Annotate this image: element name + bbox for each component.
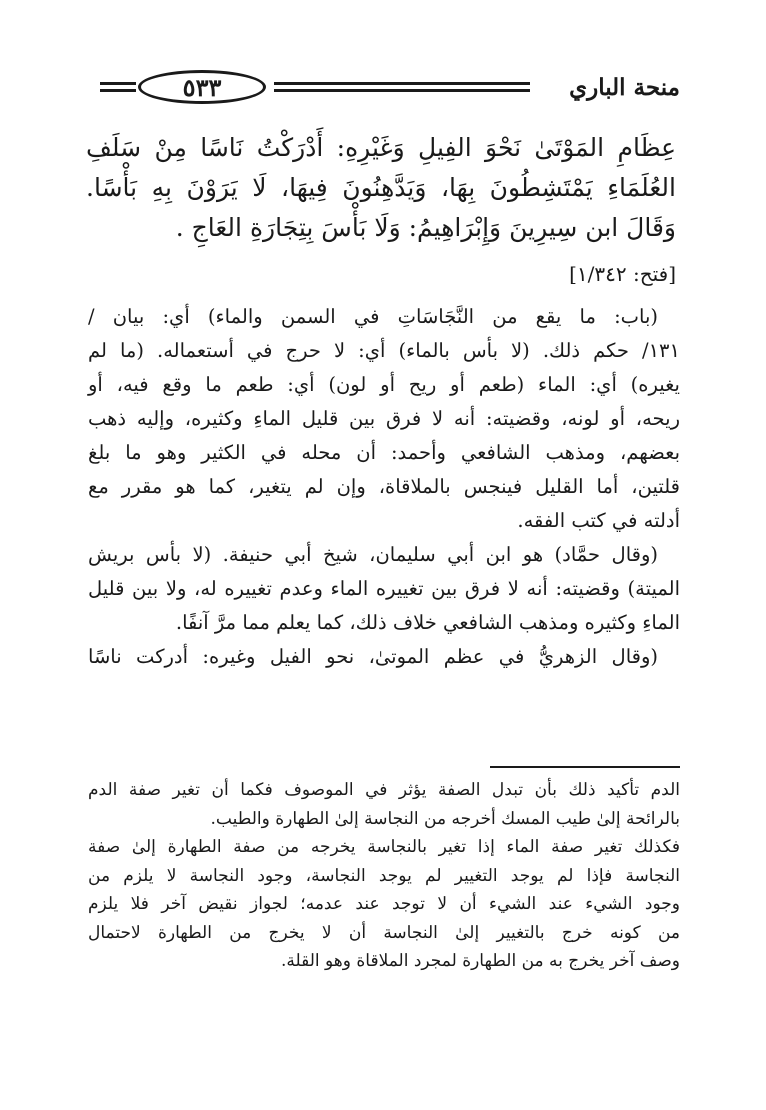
commentary-line: قلتين، أما القليل فينجس بالملاقاة، وإن لم يتغير، كما هو مقرر مع (88, 475, 680, 498)
commentary-line: (وقال حمَّاد) هو ابن أبي سليمان، شيخ أبي حنيفة. (لا بأس بريش (88, 543, 658, 566)
footnote-line: وجود الشيء عند الشيء أن لا توجد عند عدمه؛ لجواز نقيض آخر فلا يلزم (88, 894, 680, 914)
commentary-line: بعضهم، ومذهب الشافعي وأحمد: أن محله في الكثير وهو ما بلغ (88, 441, 680, 464)
header-rule (274, 82, 530, 96)
page-number: ٥٣٣ (182, 72, 222, 102)
footnote-line: النجاسة فإذا لم يوجد التغيير لم يوجد النجاسة، وجود النجاسة لا يلزم من (88, 865, 680, 886)
commentary-line: (باب: ما يقع من النَّجَاسَاتِ في السمن والماء) أي: بيان / (88, 305, 658, 328)
commentary-line: يغيره) أي: الماء (طعم أو ريح أو لون) أي: طعم ما وقع فيه، أو (88, 373, 680, 396)
footnote-divider (490, 766, 680, 768)
commentary-line: الميتة) وقضيته: أنه لا فرق بين تغييره الماء وعدم تغييره له، ولا بين قليل (88, 577, 680, 600)
page-header (100, 68, 680, 114)
page-number-oval (138, 70, 266, 104)
footnote-line: وصف آخر يخرج به من الطهارة لمجرد الملاقاة وهو القلة. (280, 951, 680, 971)
commentary-paragraph (88, 300, 680, 538)
commentary (88, 300, 680, 674)
header-rule-end (100, 82, 136, 96)
commentary-line: ريحه، أو لونه، وقضيته: أنه لا فرق بين قليل الماءِ وكثيره، وإليه ذهب (88, 407, 680, 430)
commentary-line: ١٣١/ حكم ذلك. (لا بأس بالماء) أي: لا حرج في أستعماله. (ما لم (88, 339, 680, 362)
commentary-line: (وقال الزهريُّ في عظم الموتىٰ، نحو الفيل وغيره: أدركت ناسًا (88, 645, 658, 668)
commentary-paragraph (88, 640, 680, 674)
hadith-line: العُلَمَاءِ يَمْتَشِطُونَ بِهَا، وَيَدَّهِنُونَ فِيهَا، لَا يَرَوْنَ بِهِ بَأْسًا. (86, 173, 676, 202)
footnote-line: بالرائحة إلىٰ طيب المسك أخرجه من النجاسة إلىٰ الطهارة والطيب. (210, 808, 680, 829)
footnote-line: فكذلك تغير صفة الماء إذا تغير بالنجاسة يخرجه من صفة الطهارة إلىٰ صفة (88, 837, 680, 857)
commentary-line: الماءِ وكثيره ومذهب الشافعي خلاف ذلك، كما يعلم مما مرَّ آنفًا. (175, 611, 680, 634)
hadith-text (86, 128, 676, 248)
footnote-line: الدم تأكيد ذلك بأن تبدل الصفة يؤثر في الموصوف فكما أن تغير صفة الدم (88, 780, 680, 800)
hadith-line: وَقَالَ ابن سِيرِينَ وَإِبْرَاهِيمُ: وَلَا بَأْسَ بِتِجَارَةِ العَاجِ . (175, 213, 676, 242)
fath-reference: [فتح: ١/٣٤٢] (569, 262, 676, 286)
book-title: منحة الباري (569, 74, 680, 101)
footnote-line: من كونه خرج بالتغيير إلىٰ النجاسة أن لا يخرج من الطهارة لاحتمال (88, 922, 680, 943)
footnote (88, 776, 680, 976)
hadith-line: عِظَامِ المَوْتَىٰ نَحْوَ الفِيلِ وَغَيْرِهِ: أَدْرَكْتُ نَاسًا مِنْ سَلَفِ (86, 133, 676, 162)
commentary-line: أدلته في كتب الفقه. (517, 509, 680, 532)
commentary-paragraph (88, 538, 680, 640)
